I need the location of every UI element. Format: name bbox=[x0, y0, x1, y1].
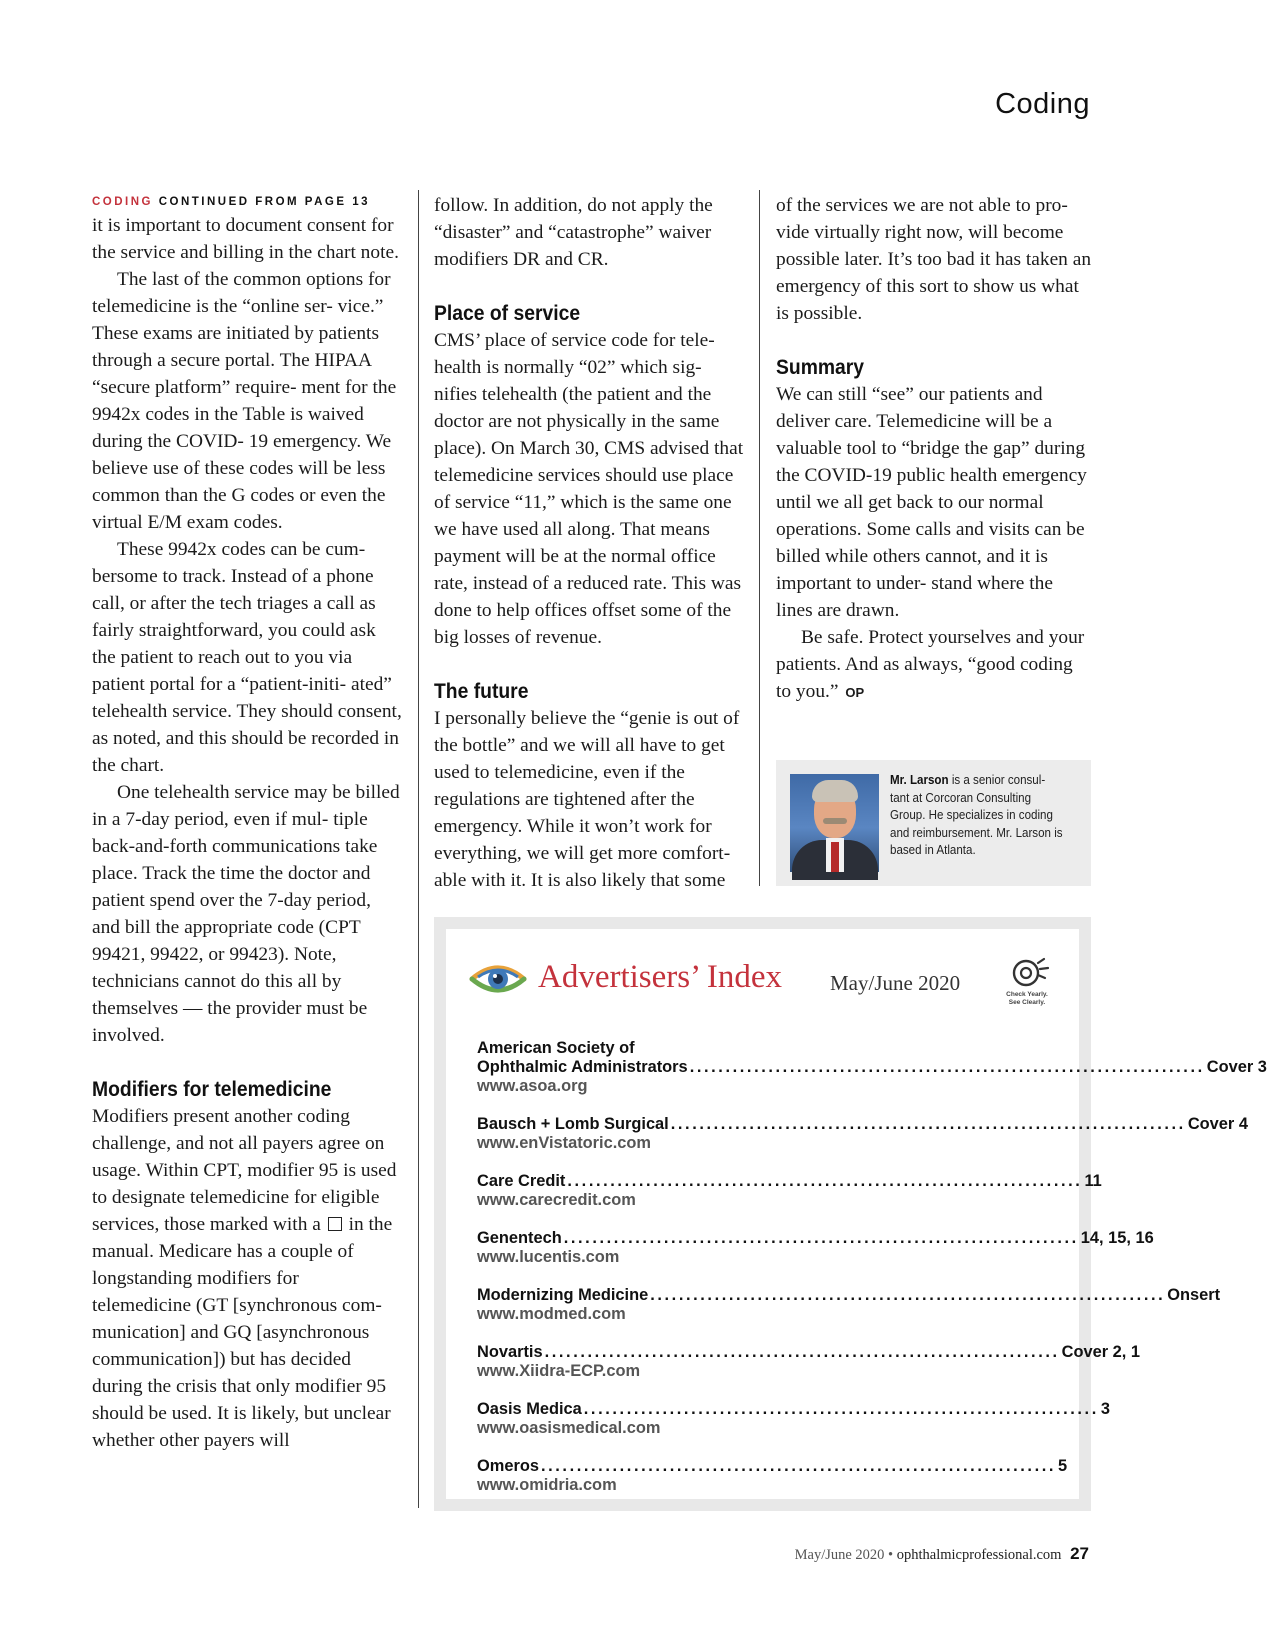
footer-separator: • bbox=[888, 1547, 894, 1563]
advertiser-entry bbox=[477, 1039, 1267, 1096]
paragraph-text: Modifiers present another coding challenge, and not all payers agree on usage. Within CPT, modifier 95 is used to designate telemedicine for eligible services, those marked with a bbox=[92, 1106, 397, 1235]
paragraph: follow. In addition, do not apply the “disaster” and “catastrophe” waiver modifiers DR and CR. bbox=[434, 195, 713, 270]
advertiser-url: www.oasismedical.com bbox=[477, 1419, 661, 1437]
advertiser-page: 5 bbox=[1058, 1457, 1068, 1475]
advertiser-row bbox=[477, 1343, 1141, 1362]
page-number: 27 bbox=[1070, 1544, 1089, 1563]
advertiser-row bbox=[477, 1058, 1267, 1077]
eye-logo-icon bbox=[468, 955, 528, 1003]
leader-dots: ........................................................................ bbox=[670, 1115, 1186, 1133]
advertiser-url: www.Xiidra-ECP.com bbox=[477, 1362, 641, 1380]
paragraph: of the services we are not able to pro- vide virtually right now, will become possible later. It’s too bad it has taken an emergency of this sort to show us what is possible. bbox=[776, 195, 1092, 324]
advertiser-row bbox=[477, 1115, 1248, 1134]
advertiser-url: www.carecredit.com bbox=[477, 1191, 636, 1209]
advertiser-name: Genentech bbox=[477, 1229, 562, 1247]
subheading-future: The future bbox=[434, 680, 529, 703]
advertiser-name: Oasis Medica bbox=[477, 1400, 582, 1418]
paragraph: it is important to document consent for the service and billing in the chart note. bbox=[92, 215, 399, 263]
advertiser-page: Onsert bbox=[1167, 1286, 1221, 1304]
end-mark: OP bbox=[845, 685, 865, 700]
advertiser-row bbox=[477, 1286, 1221, 1305]
column-divider bbox=[418, 190, 419, 1508]
kicker-continued-text: CONTINUED FROM PAGE 13 bbox=[158, 196, 371, 208]
author-bio-box bbox=[776, 760, 1091, 886]
advertiser-name: Modernizing Medicine bbox=[477, 1286, 649, 1304]
advertiser-name: Care Credit bbox=[477, 1172, 566, 1190]
paragraph: The last of the common options for telemedicine is the “online ser- vice.” These exams are initiated by patients through a secure portal. The HIPAA “secure platform” require- ment for the 9942x codes in the Table is waived during the COVID- 19 emergency. We believe use of these codes will be less common than the G codes or even the virtual E/M exam codes. bbox=[92, 269, 397, 533]
advertiser-entry bbox=[477, 1229, 1154, 1267]
advertiser-name: Bausch + Lomb Surgical bbox=[477, 1115, 669, 1133]
paragraph: We can still “see” our patients and deliver care. Telemedicine will be a valuable tool to “bridge the gap” during the COVID-19 public health emergency until we all get back to our normal operations. Some calls and visits can be billed while others cannot, and it is important to under- stand where the lines are drawn. bbox=[776, 384, 1087, 621]
advertisers-index-date: May/June 2020 bbox=[830, 971, 961, 995]
advertiser-entry bbox=[477, 1457, 1068, 1495]
paragraph: One telehealth service may be billed in a 7-day period, even if mul- tiple back-and-forth communications take place. Track the time the doctor and patient spend over the 7-day period, and bill the appropriate code (CPT 99421, 99422, or 99423). Note, technicians cannot do this all by themselves — the provider must be involved. bbox=[92, 782, 400, 1046]
leader-dots: ........................................................................ bbox=[583, 1400, 1099, 1418]
advertiser-row bbox=[477, 1400, 1110, 1419]
paragraph: CMS’ place of service code for tele- health is normally “02” which sig- nifies telehealth (the patient and the doctor are not physically in the same place). On March 30, CMS advised that telemedicine services should use place of service “11,” which is the same one we have used all along. That means payment will be at the normal office rate, instead of a reduced rate. This was done to help offices offset some of the big losses of revenue. bbox=[434, 330, 744, 648]
badge-caption bbox=[994, 991, 1060, 1007]
eye-check-badge-icon bbox=[1008, 955, 1050, 989]
advertisers-index-title: Advertisers’ Index bbox=[538, 959, 783, 995]
kicker-section-label: CODING bbox=[92, 196, 153, 208]
advertiser-entry bbox=[477, 1343, 1141, 1381]
paragraph-text: in the manual. Medicare has a couple of longstanding modifiers for telemedicine (GT [synchronous com- munication] and GQ [asynchronous communication]) but has decided during the crisis that only modifier 95 should be used. It is likely, but unclear whether other payers will bbox=[92, 1214, 393, 1451]
advertiser-page: 14, 15, 16 bbox=[1080, 1229, 1154, 1247]
advertiser-name: Ophthalmic Administrators bbox=[477, 1058, 688, 1076]
telemedicine-square-symbol-icon bbox=[328, 1217, 342, 1231]
advertiser-url: www.omidria.com bbox=[477, 1476, 617, 1494]
leader-dots: ........................................................................ bbox=[567, 1172, 1083, 1190]
footer-issue: May/June 2020 bbox=[794, 1547, 885, 1563]
article-column-2 bbox=[434, 192, 746, 894]
paragraph-text: Be safe. Protect yourselves and your patients. And as always, “good coding to you.” bbox=[776, 627, 1085, 702]
paragraph: These 9942x codes can be cum- bersome to track. Instead of a phone call, or after the tech triages a call as fairly straightforward, you could ask the patient to reach out to you via patient portal for a “patient-initi- ated” telehealth service. They should consent, as noted, and this should be recorded in the chart. bbox=[92, 539, 402, 776]
article-column-1 bbox=[92, 192, 402, 1454]
advertiser-url: www.modmed.com bbox=[477, 1305, 626, 1323]
advertiser-entry bbox=[477, 1400, 1110, 1438]
advertiser-entry bbox=[477, 1115, 1248, 1153]
author-photo bbox=[790, 774, 879, 872]
advertiser-name: Omeros bbox=[477, 1457, 539, 1475]
advertiser-page: 3 bbox=[1100, 1400, 1110, 1418]
advertiser-name: Novartis bbox=[477, 1343, 543, 1361]
advertiser-url: www.enVistatoric.com bbox=[477, 1134, 651, 1152]
leader-dots: ........................................................................ bbox=[540, 1457, 1057, 1475]
paragraph bbox=[92, 1103, 402, 1454]
advertisers-index-card bbox=[446, 929, 1267, 1499]
paragraph bbox=[776, 624, 1092, 706]
subheading-place-of-service: Place of service bbox=[434, 302, 581, 325]
article-column-3 bbox=[776, 192, 1092, 706]
advertiser-page: Cover 3 bbox=[1206, 1058, 1267, 1076]
advertisers-list bbox=[477, 1039, 1267, 1514]
footer-site: ophthalmicprofessional.com bbox=[896, 1547, 1062, 1563]
advertiser-row bbox=[477, 1457, 1068, 1476]
advertiser-row bbox=[477, 1172, 1102, 1191]
section-heading: Coding bbox=[995, 88, 1090, 120]
paragraph: I personally believe the “genie is out of the bottle” and we will all have to get used to telemedicine, even if the regulations are tightened after the emergency. While it won’t work for everything, we will get more comfort- able with it. It is also likely that some bbox=[434, 708, 740, 891]
advertiser-entry bbox=[477, 1286, 1221, 1324]
leader-dots: ........................................................................ bbox=[689, 1058, 1205, 1076]
subheading-modifiers: Modifiers for telemedicine bbox=[92, 1078, 332, 1101]
advertiser-url: www.lucentis.com bbox=[477, 1248, 620, 1266]
advertiser-name-line: American Society of bbox=[477, 1039, 635, 1057]
author-description: is a senior consul- tant at Corcoran Consulting Group. He specializes in coding and reimbursement. Mr. Larson is based in Atlanta. bbox=[890, 773, 1063, 857]
column-divider bbox=[759, 190, 760, 886]
advertiser-page: Cover 4 bbox=[1187, 1115, 1248, 1133]
advertiser-entry bbox=[477, 1172, 1102, 1210]
advertiser-url: www.asoa.org bbox=[477, 1077, 588, 1095]
advertiser-row bbox=[477, 1229, 1154, 1248]
badge-caption-line: See Clearly. bbox=[1008, 999, 1046, 1006]
leader-dots: ........................................................................ bbox=[650, 1286, 1166, 1304]
continued-kicker bbox=[92, 192, 402, 212]
subheading-summary: Summary bbox=[776, 356, 865, 379]
page-footer bbox=[600, 1544, 1089, 1564]
author-bio-text bbox=[890, 772, 1067, 860]
advertiser-page: Cover 2, 1 bbox=[1061, 1343, 1141, 1361]
badge-caption-line: Check Yearly. bbox=[1006, 991, 1048, 998]
advertiser-page: 11 bbox=[1084, 1172, 1102, 1190]
leader-dots: ........................................................................ bbox=[544, 1343, 1060, 1361]
leader-dots: ........................................................................ bbox=[563, 1229, 1079, 1247]
advertisers-index-panel bbox=[434, 917, 1267, 1511]
author-name: Mr. Larson bbox=[890, 773, 949, 787]
